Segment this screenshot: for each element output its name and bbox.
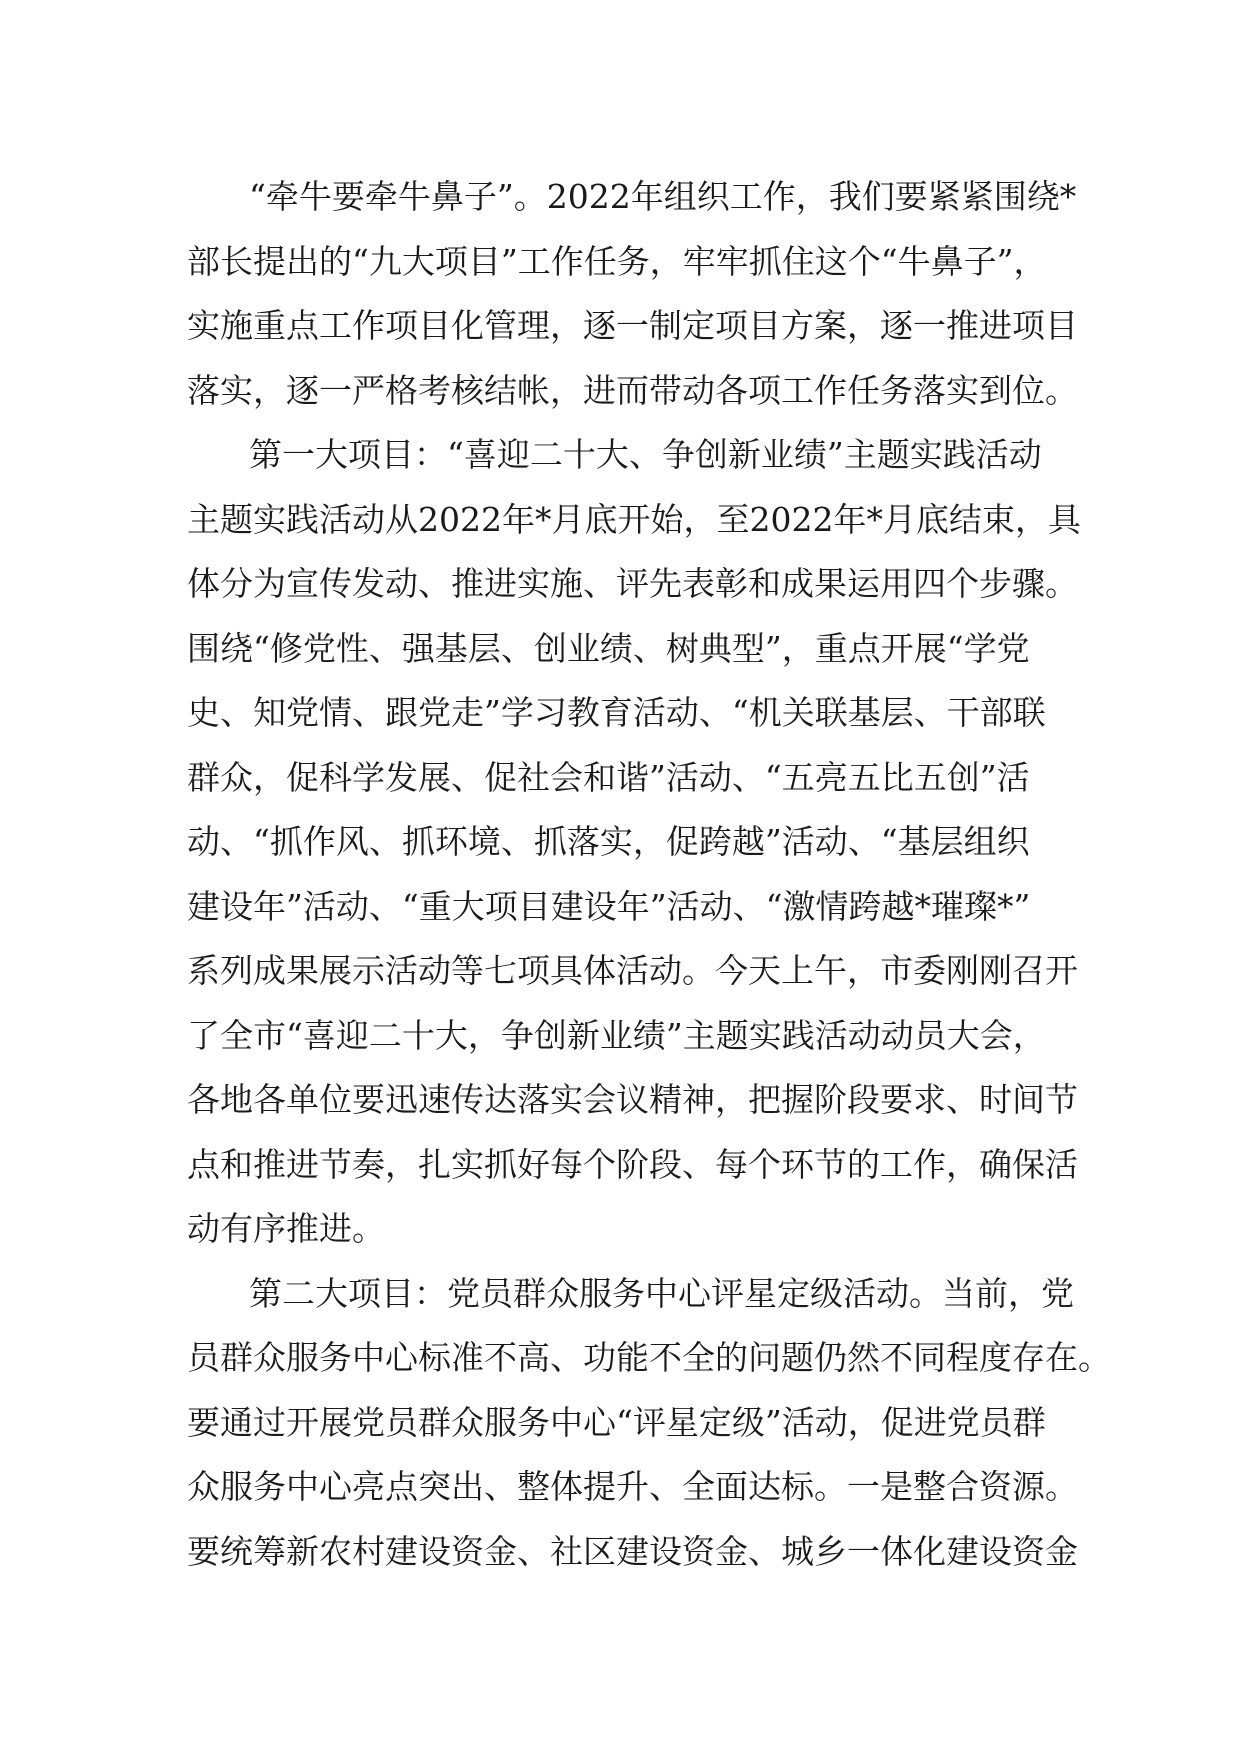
paragraph-project-1 <box>187 423 1081 1262</box>
text-line: 员群众服务中心标准不高、功能不全的问题仍然不同程度存在。 <box>187 1338 1111 1377</box>
text-line: 实施重点工作项目化管理，逐一制定项目方案，逐一推进项目 <box>187 306 1078 345</box>
text-line: 建设年”活动、“重大项目建设年”活动、“激情跨越*璀璨*” <box>187 886 1031 926</box>
text-line: 围绕“修党性、强基层、创业绩、树典型”，重点开展“学党 <box>187 628 1030 668</box>
text-line: 动、“抓作风、抓环境、抓落实，促跨越”活动、“基层组织 <box>187 822 1030 861</box>
text-line: 第一大项目：“喜迎二十大、争创新业绩”主题实践活动 <box>249 435 1042 474</box>
text-line: 要通过开展党员群众服务中心“评星定级”活动，促进党员群 <box>187 1402 1046 1442</box>
text-line: 体分为宣传发动、推进实施、评先表彰和成果运用四个步骤。 <box>187 564 1078 603</box>
text-line: 落实，逐一严格考核结帐，进而带动各项工作任务落实到位。 <box>187 370 1078 410</box>
text-line: “牵牛要牵牛鼻子”。2022年组织工作，我们要紧紧围绕* <box>249 177 1077 216</box>
text-line: 了全市“喜迎二十大，争创新业绩”主题实践活动动员大会， <box>187 1015 1046 1055</box>
text-line: 系列成果展示活动等七项具体活动。今天上午，市委刚刚召开 <box>187 951 1078 990</box>
text-line: 第二大项目：党员群众服务中心评星定级活动。当前，党 <box>249 1273 1074 1313</box>
paragraph-project-2 <box>187 1262 1111 1585</box>
paragraph-intro <box>187 165 1078 423</box>
text-line: 部长提出的“九大项目”工作任务，牢牢抓住这个“牛鼻子”， <box>187 241 1047 281</box>
text-line: 动有序推进。 <box>187 1209 385 1248</box>
text-line: 要统筹新农村建设资金、社区建设资金、城乡一体化建设资金 <box>187 1531 1078 1571</box>
document-page <box>187 165 1111 1584</box>
text-line: 点和推进节奏，扎实抓好每个阶段、每个环节的工作，确保活 <box>187 1144 1078 1184</box>
text-line: 众服务中心亮点突出、整体提升、全面达标。一是整合资源。 <box>187 1467 1078 1506</box>
text-line: 史、知党情、跟党走”学习教育活动、“机关联基层、干部联 <box>187 693 1046 732</box>
text-line: 群众，促科学发展、促社会和谐”活动、“五亮五比五创”活 <box>187 757 1030 797</box>
text-line: 主题实践活动从2022年*月底开始，至2022年*月底结束，具 <box>187 499 1081 539</box>
text-line: 各地各单位要迅速传达落实会议精神，把握阶段要求、时间节 <box>187 1080 1078 1119</box>
